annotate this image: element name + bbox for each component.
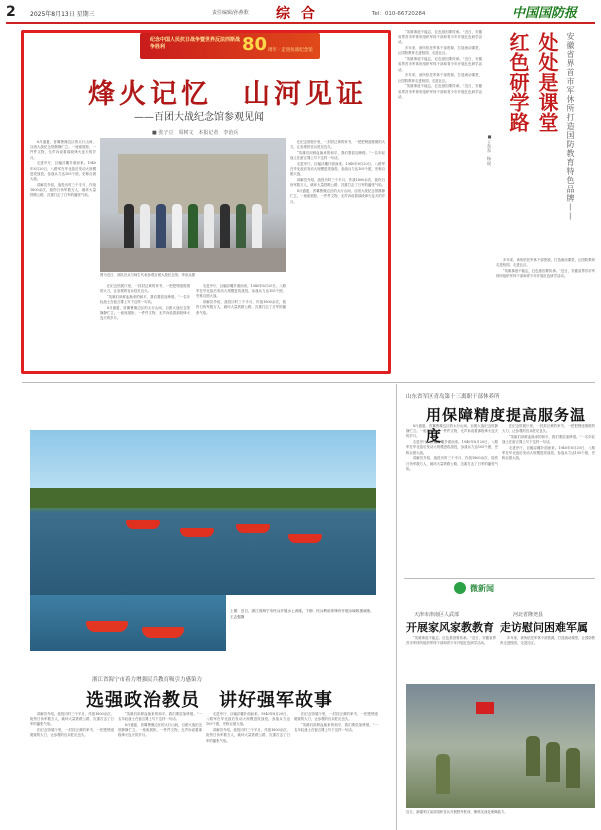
wechat-icon — [454, 582, 466, 594]
newspaper-logo: 中国国防报 — [512, 6, 578, 21]
feature-body-col3: 走进序厅，巨幅浮雕扑面而来。1940年8月20日，八路军在华北敌后发动大规模进攻战役，参战兵力达105个团，史称百团大战。 讲解员介绍，战役历时三个半月，作战1800余次，毙伤日伪军数万人，破坏大量铁路公路，沉重打击了日军的嚣张气焰。 — [196, 284, 286, 315]
feature-body-col1: 8月盛夏，晋冀鲁豫边区的太行山间，百团大战纪念馆静静伫立。一座座展柜、一件件文物，无声诉说着那段烽火连天的岁月。 走进序厅，巨幅浮雕扑面而来。1940年8月20日，八路军在华北敌后发动大规模进攻战役，参战兵力达105个团，史称百团大战。 讲解员介绍，战役历时三个半月，作战1800余次，毙伤日伪军数万人，破坏大量铁路公路，沉重打击了日军的嚣张气焰。 — [30, 140, 96, 198]
feature-photo-caption: 图为近日，部队官兵与师生代表参观百团大战纪念馆。李治兵摄 — [100, 273, 195, 277]
divider — [22, 382, 595, 383]
section3-title: 选强政治教员 讲好强军故事 — [86, 690, 333, 711]
feature-title: 烽火记忆 山河见证 — [88, 79, 367, 110]
page-number: 2 — [6, 4, 16, 20]
divider — [404, 578, 595, 579]
section3-kicker: 浙江省海宁市着力增强民兵教育吸引力感染力 — [92, 677, 203, 683]
right-body-col2: 多年来，该所依托军休干部资源，打造流动课堂，让国防教育走进校园、走进社区。 “英雄事迹不能忘，红色基因要传承。”近日，安徽省界首市军休所组织军休干部和青少年开展红色研学活动。 — [496, 258, 595, 279]
section3-body-col3: 走进序厅，巨幅浮雕扑面而来。1940年8月20日，八路军在华北敌后发动大规模进攻战役，参战兵力达105个团，史称百团大战。 讲解员介绍，战役历时三个半月，作战1800余次，毙伤日伪军数万人，破坏大量铁路公路，沉重打击了日军的嚣张气焰。 — [206, 712, 290, 743]
banner-number: 80 — [242, 34, 268, 55]
boat-photo — [30, 595, 226, 651]
feature-subtitle: ——百团大战纪念馆参观见闻 — [134, 112, 264, 123]
banner-right-text: 周年 · 走进抗战纪念馆 — [268, 48, 313, 53]
section3-body-col4: 在纪念馆展厅里，一封封泛黄的家书、一把把锈迹斑斑的大刀，让参观的官兵驻足良久。 “英雄们用鲜血换来的和平，我们要倍加珍惜。”一名年轻战士在留言簿上写下这样一句话。 — [294, 712, 378, 733]
feature-photo — [100, 138, 286, 272]
feature-body-col2: 在纪念馆展厅里，一封封泛黄的家书、一把把锈迹斑斑的大刀，让参观的官兵驻足良久。 “英雄们用鲜血换来的和平，我们要倍加珍惜。”一名年轻战士在留言簿上写下这样一句话。 8月盛夏，晋冀鲁豫边区的太行山间，百团大战纪念馆静静伫立。一座座展柜、一件件文物，无声诉说着那段烽火连天的岁月。 — [100, 284, 190, 321]
divider — [396, 384, 397, 830]
wechat-title: 微新闻 — [470, 584, 494, 593]
right-body-col1: “英雄事迹不能忘，红色基因要传承。”近日，安徽省界首市军休所组织军休干部和青少年开展红色研学活动。 多年来，该所依托军休干部资源，打造流动课堂，让国防教育走进校园、走进社区。 “英雄事迹不能忘，红色基因要传承。”近日，安徽省界首市军休所组织军休干部和青少年开展红色研学活动。 多年来，该所依托军休干部资源，打造流动课堂，让国防教育走进校园、走进社区。 “英雄事迹不能忘，红色基因要传承。”近日，安徽省界首市军休所组织军休干部和青少年开展红色研学活动。 — [398, 30, 482, 99]
river-photo — [30, 430, 376, 595]
section2-body-col1: 8月盛夏，晋冀鲁豫边区的太行山间，百团大战纪念馆静静伫立。一座座展柜、一件件文物，无声诉说着那段烽火连天的岁月。 走进序厅，巨幅浮雕扑面而来。1940年8月20日，八路军在华北敌后发动大规模进攻战役，参战兵力达105个团，史称百团大战。 讲解员介绍，战役历时三个半月，作战1800余次，毙伤日伪军数万人，破坏大量铁路公路，沉重打击了日军的嚣张气焰。 — [406, 424, 498, 471]
feature-byline: ■ 张子豆 周树文 本报记者 李治兵 — [152, 130, 239, 136]
news1-title: 开展家风家教教育 — [406, 621, 494, 634]
training-photo-caption: 近日，新疆军区某部组织官兵开展野外驻训，锤炼实战化保障能力。 — [406, 810, 508, 814]
news1-kicker: 天津市津南区人武部 — [414, 612, 460, 618]
section-name: 综 合 — [276, 6, 318, 22]
section2-kicker: 山东省军区青岛第十三离职干部休养所 — [406, 394, 500, 400]
right-title-b: 处处是课堂 — [535, 32, 559, 132]
editor: 责任编辑/孙燕歌 — [212, 10, 249, 16]
section3-body-col1: 讲解员介绍，战役历时三个半月，作战1800余次，毙伤日伪军数万人，破坏大量铁路公路，沉重打击了日军的嚣张气焰。 在纪念馆展厅里，一封封泛黄的家书、一把把锈迹斑斑的大刀，让参观的官兵驻足良久。 — [30, 712, 114, 738]
banner-left-text: 纪念中国人民抗日战争暨世界反法西斯战争胜利 — [150, 37, 241, 50]
news2-title: 走访慰问困难军属 — [500, 621, 588, 634]
issue-date: 2025年8月13日 星期三 — [30, 11, 95, 18]
section2-title: 用保障精度提高服务温度 — [426, 406, 587, 445]
feature-body-col4: 在纪念馆展厅里，一封封泛黄的家书、一把把锈迹斑斑的大刀，让参观的官兵驻足良久。 “英雄们用鲜血换来的和平，我们要倍加珍惜。”一名年轻战士在留言簿上写下这样一句话。 走进序厅，巨幅浮雕扑面而来。1940年8月20日，八路军在华北敌后发动大规模进攻战役，参战兵力达105个团，史称百团大战。 讲解员介绍，战役历时三个半月，作战1800余次，毙伤日伪军数万人，破坏大量铁路公路，沉重打击了日军的嚣张气焰。 8月盛夏，晋冀鲁豫边区的太行山间，百团大战纪念馆静静伫立。一座座展柜、一件件文物，无声诉说着那段烽火连天的岁月。 — [290, 140, 385, 204]
news1-body: “英雄事迹不能忘，红色基因要传承。”近日，安徽省界首市军休所组织军休干部和青少年开展红色研学活动。 — [406, 636, 496, 646]
right-author: ■ 王东东 杨 权 — [487, 134, 492, 166]
section2-body-col2: 在纪念馆展厅里，一封封泛黄的家书、一把把锈迹斑斑的大刀，让参观的官兵驻足良久。 “英雄们用鲜血换来的和平，我们要倍加珍惜。”一名年轻战士在留言簿上写下这样一句话。 走进序厅，巨幅浮雕扑面而来。1940年8月20日，八路军在华北敌后发动大规模进攻战役，参战兵力达105个团，史称百团大战。 — [502, 424, 595, 461]
training-photo — [406, 684, 595, 808]
news2-kicker: 河北省隆尧县 — [513, 612, 544, 618]
right-kicker: 安徽省界首市军休所打造国防教育特色品牌—— — [566, 32, 575, 221]
header-rule — [6, 22, 595, 24]
section3-body-col2: “英雄们用鲜血换来的和平，我们要倍加珍惜。”一名年轻战士在留言簿上写下这样一句话。 8月盛夏，晋冀鲁豫边区的太行山间，百团大战纪念馆静静伫立。一座座展柜、一件件文物，无声诉说着那段烽火连天的岁月。 — [118, 712, 202, 738]
boat-photo-caption: 上图：近日，浙江省海宁市民兵开展水上训练。下图：民兵利用冲锋舟开展水域救援演练。王志强摄 — [230, 609, 374, 619]
tel: Tel：010-66720284 — [372, 11, 426, 17]
news2-body: 多年来，该所依托军休干部资源，打造流动课堂，让国防教育走进校园、走进社区。 — [500, 636, 595, 646]
right-title-a: 红色研学路 — [506, 32, 530, 132]
